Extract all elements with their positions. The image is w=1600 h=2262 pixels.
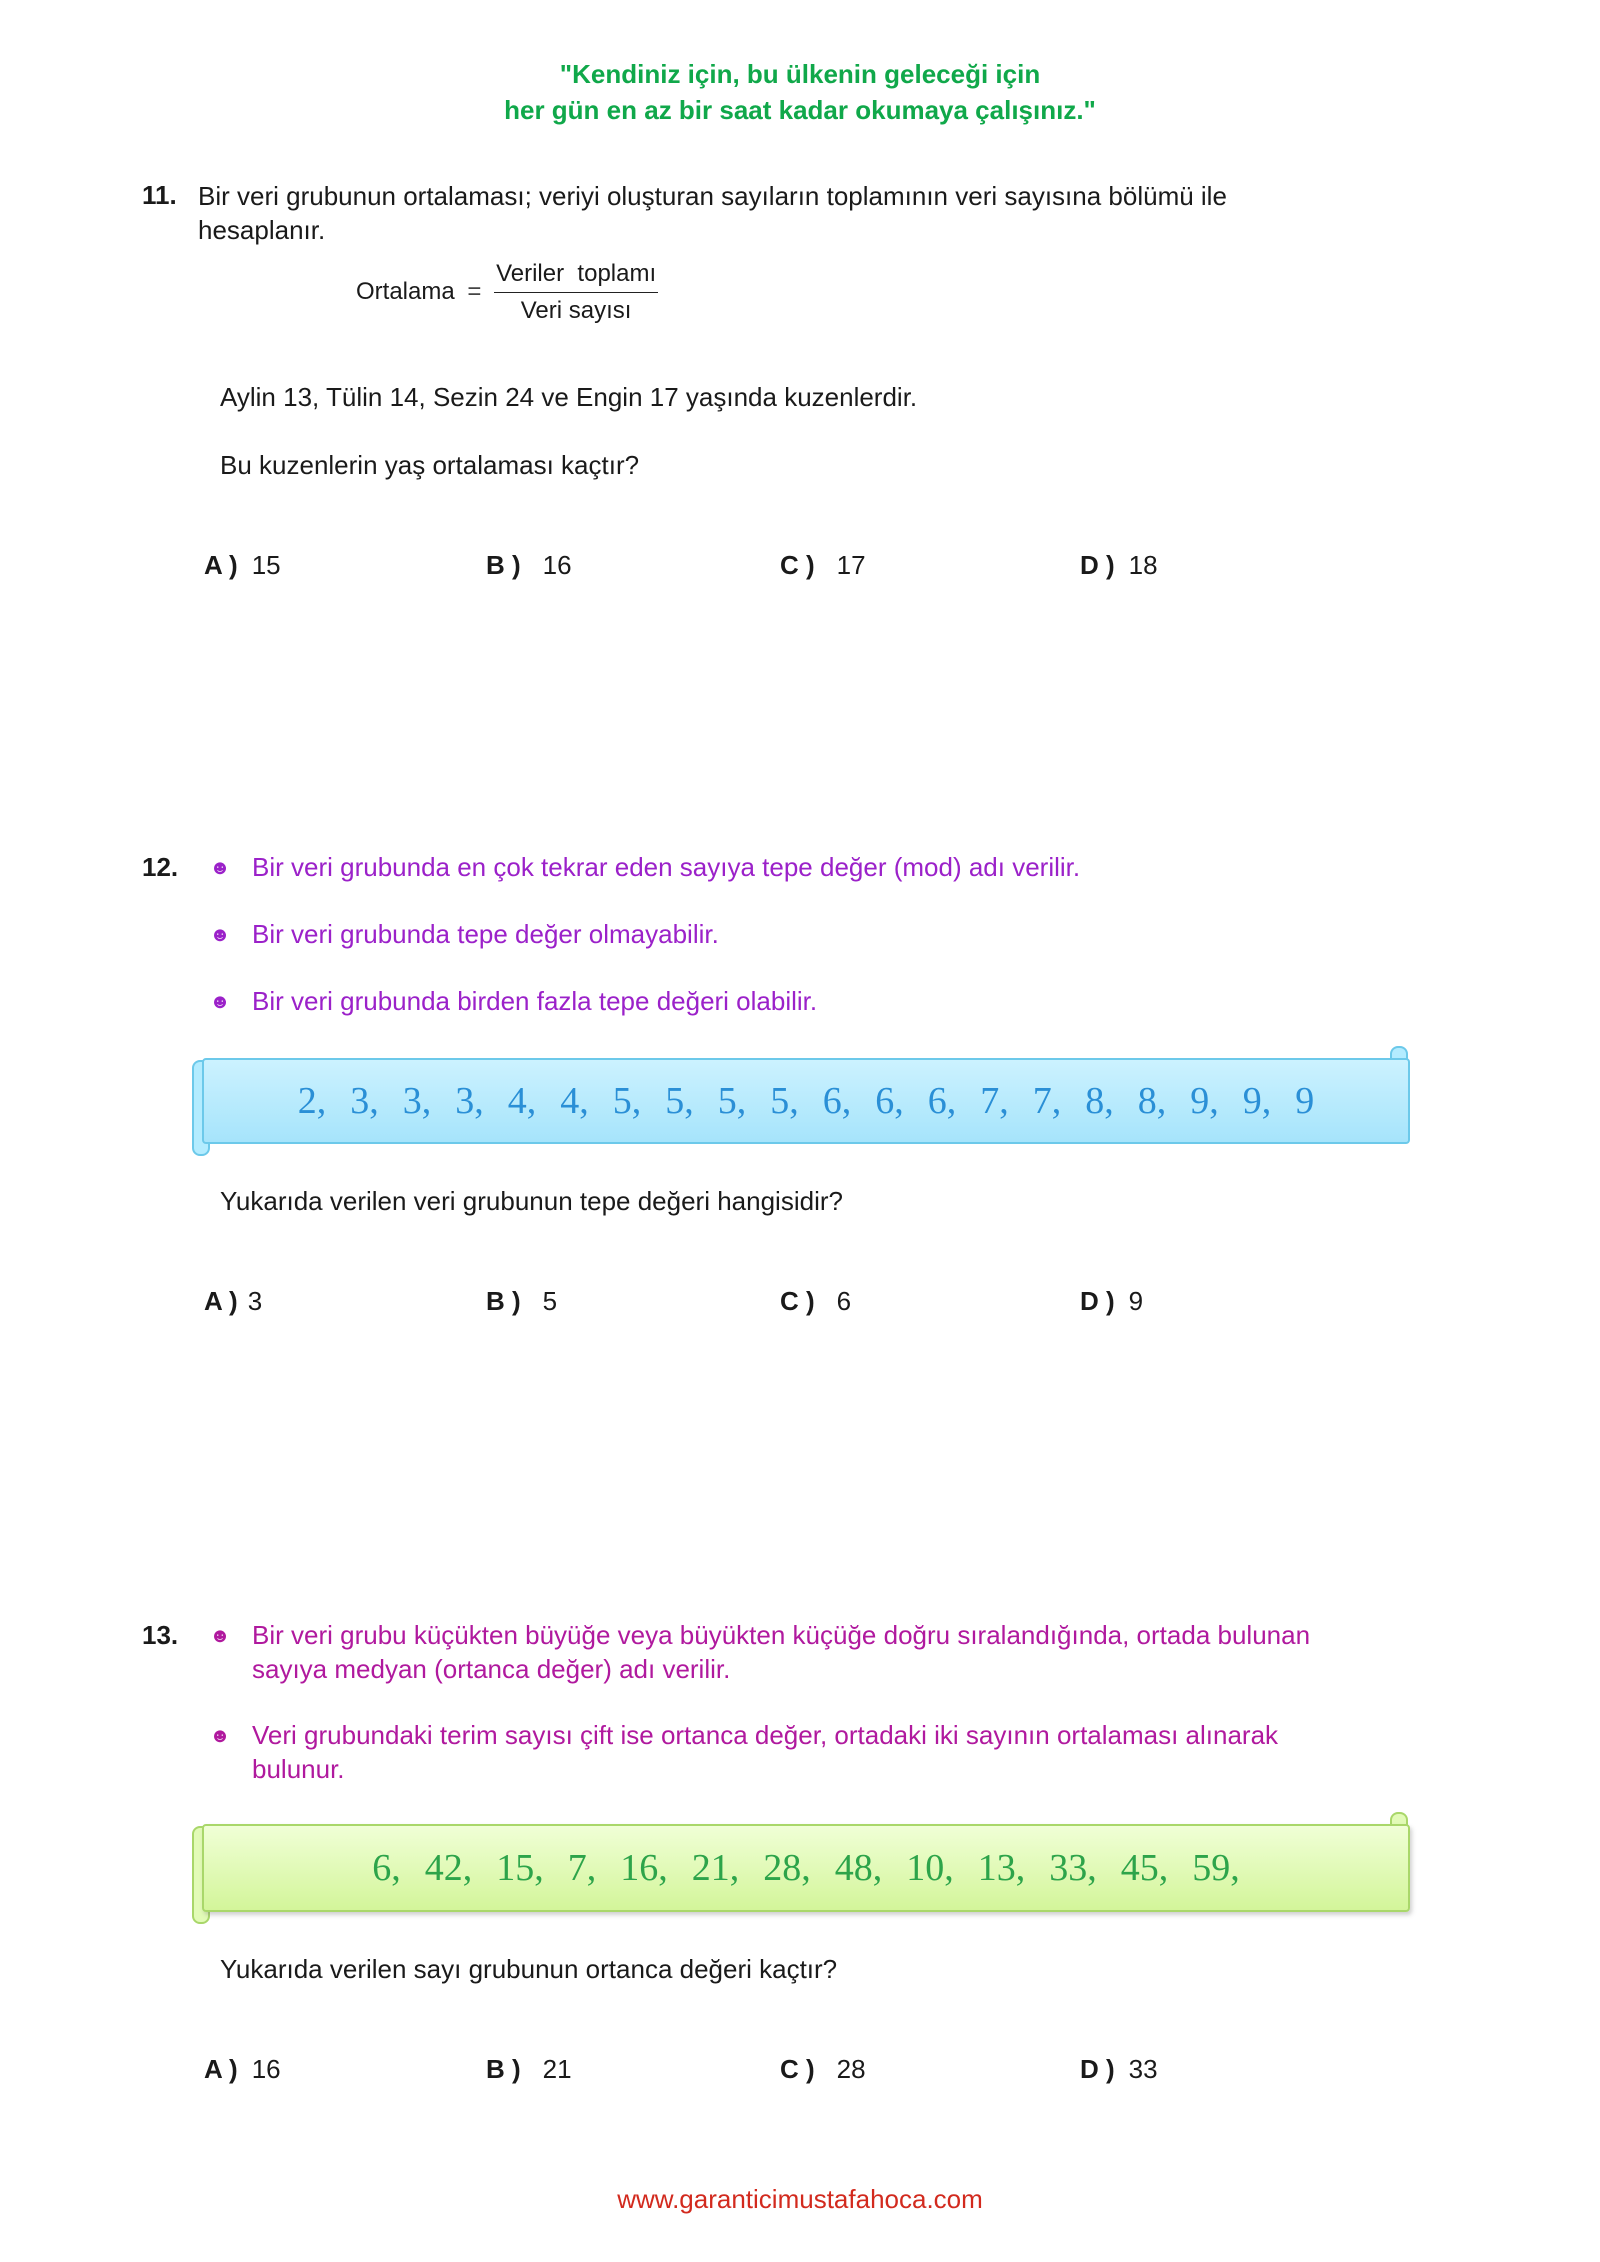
q12-bullet-text: Bir veri grubunda birden fazla tepe değeri olabilir. — [252, 986, 818, 1016]
q13-bullet-1-text — [252, 1618, 1310, 1686]
q12-option-d[interactable] — [1080, 1286, 1143, 1317]
option-value: 21 — [542, 2054, 572, 2084]
formula-lhs: Ortalama — [356, 277, 455, 305]
question-number-12: 12. — [142, 852, 179, 882]
data-value: 45, — [1120, 1847, 1169, 1889]
data-value: 21, — [691, 1847, 740, 1889]
option-label: A ) — [204, 550, 238, 580]
motto-line-2: her gün en az bir saat kadar okumaya çalışınız." — [504, 95, 1096, 125]
data-value: 48, — [834, 1847, 883, 1889]
data-value: 3, — [350, 1080, 379, 1122]
motto-quote — [0, 56, 1600, 128]
data-value: 33, — [1049, 1847, 1097, 1889]
option-label: D ) — [1080, 550, 1115, 580]
data-value: 9, — [1242, 1080, 1272, 1122]
option-label: A ) — [204, 2054, 238, 2084]
smiley-bullet-icon: ☻ — [209, 924, 231, 946]
formula-fraction — [494, 260, 658, 325]
mean-formula — [356, 260, 658, 325]
data-value: 3, — [402, 1080, 432, 1122]
option-value: 17 — [836, 550, 866, 580]
data-value: 5, — [770, 1080, 799, 1122]
q11-option-c[interactable] — [780, 550, 866, 581]
q12-data-sequence — [286, 1079, 1327, 1123]
q12-bullet-2 — [210, 917, 719, 951]
option-label: C ) — [780, 1286, 815, 1316]
q13-option-b[interactable] — [486, 2054, 572, 2085]
q12-bullet-1 — [210, 850, 1080, 884]
question-number-13: 13. — [142, 1620, 179, 1650]
option-value: 5 — [542, 1286, 558, 1316]
q12-option-b[interactable] — [486, 1286, 557, 1317]
data-value: 5, — [717, 1080, 747, 1122]
data-value: 3, — [455, 1080, 484, 1122]
data-value: 7, — [980, 1080, 1009, 1122]
q13-option-d[interactable] — [1080, 2054, 1158, 2085]
q12-bullet-text: Bir veri grubunda tepe değer olmayabilir. — [252, 919, 719, 949]
data-value: 7, — [567, 1847, 597, 1889]
q13-question: Yukarıda verilen sayı grubunun ortanca değeri kaçtır? — [220, 1954, 838, 1984]
data-value: 5, — [665, 1080, 694, 1122]
data-value: 6, — [875, 1080, 904, 1122]
option-label: B ) — [486, 2054, 521, 2084]
data-value: 28, — [763, 1847, 811, 1889]
option-value: 33 — [1128, 2054, 1158, 2084]
data-value: 6, — [927, 1080, 957, 1122]
q11-text — [198, 179, 1438, 213]
option-label: A ) — [204, 1286, 238, 1316]
smiley-bullet-icon: ☻ — [209, 1625, 231, 1647]
option-value: 28 — [836, 2054, 866, 2084]
q12-bullet-3 — [210, 984, 817, 1018]
option-label: C ) — [780, 550, 815, 580]
q12-question: Yukarıda verilen veri grubunun tepe değeri hangisidir? — [220, 1186, 843, 1216]
data-value: 10, — [906, 1847, 954, 1889]
data-value: 42, — [424, 1847, 473, 1889]
option-value: 18 — [1128, 550, 1158, 580]
q13-bullet-2-text — [252, 1718, 1278, 1786]
option-value: 16 — [251, 2054, 281, 2084]
q11-option-a[interactable] — [204, 550, 281, 581]
q11-option-d[interactable] — [1080, 550, 1158, 581]
data-value: 9, — [1190, 1080, 1219, 1122]
data-value: 5, — [612, 1080, 642, 1122]
data-value: 15, — [496, 1847, 544, 1889]
q11-info: Aylin 13, Tülin 14, Sezin 24 ve Engin 17 yaşında kuzenlerdir. — [220, 382, 918, 412]
option-value: 3 — [247, 1286, 263, 1316]
footer-website-link[interactable]: www.garanticimustafahoca.com — [617, 2184, 983, 2214]
data-value: 59, — [1192, 1847, 1240, 1889]
smiley-bullet-icon: ☻ — [209, 857, 231, 879]
smiley-bullet-icon: ☻ — [209, 1725, 231, 1747]
q12-option-c[interactable] — [780, 1286, 851, 1317]
option-value: 9 — [1128, 1286, 1144, 1316]
option-value: 15 — [251, 550, 281, 580]
option-label: D ) — [1080, 2054, 1115, 2084]
option-value: 6 — [836, 1286, 852, 1316]
q11-question: Bu kuzenlerin yaş ortalaması kaçtır? — [220, 450, 640, 480]
q11-text-line-2: hesaplanır. — [198, 215, 326, 245]
option-label: C ) — [780, 2054, 815, 2084]
q13-data-scroll — [202, 1824, 1410, 1912]
q12-option-a[interactable] — [204, 1286, 262, 1317]
data-value: 6, — [822, 1080, 852, 1122]
data-value: 7, — [1032, 1080, 1062, 1122]
option-label: B ) — [486, 550, 521, 580]
data-value: 4, — [560, 1080, 589, 1122]
formula-numerator: Veriler toplamı — [494, 260, 658, 293]
q13-bullet-2-line-1: Veri grubundaki terim sayısı çift ise ortanca değer, ortadaki iki sayının ortalaması alınarak — [252, 1720, 1279, 1750]
q11-option-b[interactable] — [486, 550, 572, 581]
formula-equals: = — [467, 277, 482, 305]
q13-bullet-2 — [210, 1718, 1278, 1786]
data-value: 16, — [620, 1847, 668, 1889]
data-value: 4, — [507, 1080, 537, 1122]
formula-denominator: Veri sayısı — [520, 297, 632, 324]
option-label: B ) — [486, 1286, 521, 1316]
data-value: 13, — [977, 1847, 1026, 1889]
q13-bullet-1-line-2: sayıya medyan (ortanca değer) adı verilir. — [252, 1654, 731, 1684]
data-value: 9 — [1295, 1080, 1315, 1122]
data-value: 8, — [1137, 1080, 1167, 1122]
question-number-11: 11. — [142, 180, 177, 210]
option-value: 16 — [542, 550, 572, 580]
smiley-bullet-icon: ☻ — [209, 991, 231, 1013]
motto-line-1: "Kendiniz için, bu ülkenin geleceği için — [559, 59, 1041, 89]
data-value: 6, — [372, 1847, 401, 1889]
q13-bullet-2-line-2: bulunur. — [252, 1754, 345, 1784]
q12-data-scroll — [202, 1058, 1410, 1144]
q13-bullet-1 — [210, 1618, 1310, 1686]
q12-bullet-text: Bir veri grubunda en çok tekrar eden sayıya tepe değer (mod) adı verilir. — [252, 852, 1081, 882]
data-value: 2, — [297, 1080, 327, 1122]
q13-option-a[interactable] — [204, 2054, 281, 2085]
q13-data-sequence — [360, 1846, 1252, 1890]
data-value: 8, — [1085, 1080, 1114, 1122]
option-label: D ) — [1080, 1286, 1115, 1316]
q11-text-line-1: Bir veri grubunun ortalaması; veriyi oluşturan sayıların toplamının veri sayısına bölümü ile — [198, 181, 1227, 211]
q13-option-c[interactable] — [780, 2054, 866, 2085]
q13-bullet-1-line-1: Bir veri grubu küçükten büyüğe veya büyükten küçüğe doğru sıralandığında, ortada bulunan — [252, 1620, 1311, 1650]
